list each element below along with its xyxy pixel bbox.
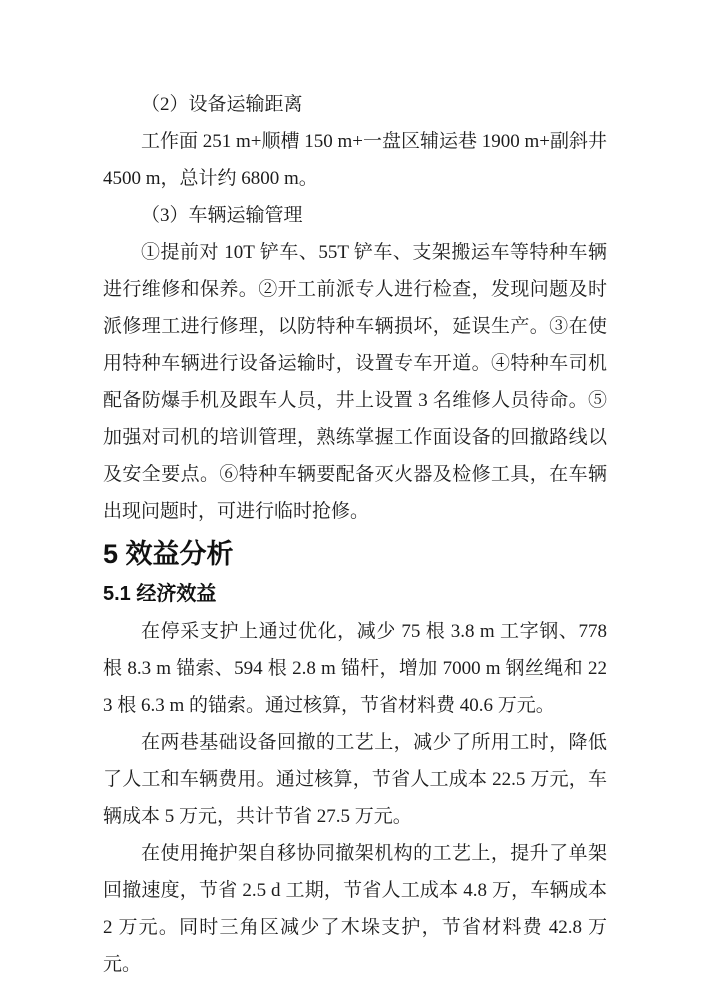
section-heading-economic-benefit: 5.1 经济效益 xyxy=(103,583,217,605)
body-paragraph-support-optimization-savings: 在停采支护上通过优化，减少 75 根 3.8 m 工字钢、778 根 8.3 m 锚索、594 根 2.8 m 锚杆，增加 7000 m 钢丝绳和 223 根 6.3 m 的锚索。通过核算，节省材料费 40.6 万元。 xyxy=(103,621,607,716)
body-paragraph-transport-distance: 工作面 251 m+顺槽 150 m+一盘区辅运巷 1900 m+副斜井 4500 m，总计约 6800 m。 xyxy=(103,131,607,189)
sub-title-vehicle-transport-management: （3）车辆运输管理 xyxy=(141,205,303,226)
body-paragraph-vehicle-management-measures: ①提前对 10T 铲车、55T 铲车、支架搬运车等特种车辆进行维修和保养。②开工前派专人进行检查，发现问题及时派修理工进行修理，以防特种车辆损坏，延误生产。③在使用特种车辆进行设备运输时，设置专车开道。④特种车司机配备防爆手机及跟车人员，井上设置 3 名维修人员待命。⑤加强对司机的培训管理，熟练掌握工作面设备的回撤路线以及安全要点。⑥特种车辆要配备灭火器及检修工具，在车辆出现问题时，可进行临时抢修。 xyxy=(103,242,607,522)
chapter-heading-benefit-analysis: 5 效益分析 xyxy=(103,539,234,569)
sub-title-equipment-transport-distance: （2）设备运输距离 xyxy=(141,94,303,115)
body-paragraph-roadway-equipment-savings: 在两巷基础设备回撤的工艺上，减少了所用工时，降低了人工和车辆费用。通过核算，节省人工成本 22.5 万元，车辆成本 5 万元，共计节省 27.5 万元。 xyxy=(103,732,607,827)
body-paragraph-shield-withdrawal-savings: 在使用掩护架自移协同撤架机构的工艺上，提升了单架回撤速度，节省 2.5 d 工期，节省人工成本 4.8 万，车辆成本 2 万元。同时三角区减少了木垛支护，节省材料费 42.8 万元。 xyxy=(103,843,607,975)
